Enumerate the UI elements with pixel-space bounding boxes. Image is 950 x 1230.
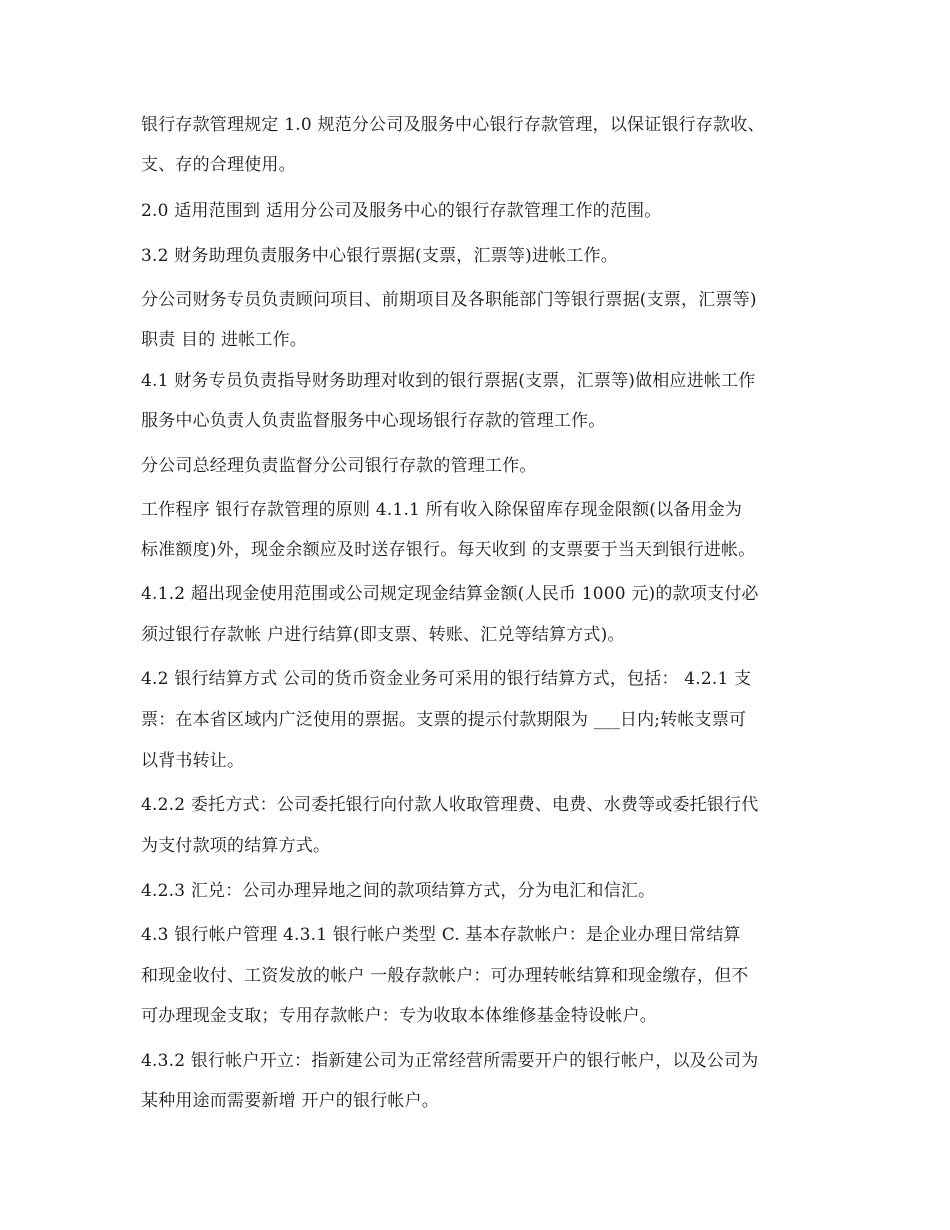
text-line: 4.3.2 银行帐户开立：指新建公司为正常经营所需要开户的银行帐户，以及公司为	[141, 1051, 759, 1071]
text-line: 以背书转让。	[141, 751, 245, 771]
text-line: 标准额度)外，现金余额应及时送存银行。每天收到 的支票要于当天到银行进帐。	[141, 540, 756, 560]
text-line: 可办理现金支取；专用存款帐户：专为收取本体维修基金特设帐户。	[141, 1006, 657, 1026]
text-line: 某种用途而需要新增 开户的银行帐户。	[141, 1091, 440, 1111]
text-line: 4.2 银行结算方式 公司的货币资金业务可采用的银行结算方式，包括： 4.2.1 支	[141, 669, 752, 689]
text-line: 支、存的合理使用。	[141, 155, 296, 175]
text-line: 须过银行存款帐 户进行结算(即支票、转账、汇兑等结算方式)。	[141, 625, 625, 645]
text-line: 为支付款项的结算方式。	[141, 836, 331, 856]
text-line: 分公司总经理负责监督分公司银行存款的管理工作。	[141, 456, 537, 476]
text-line: 工作程序 银行存款管理的原则 4.1.1 所有收入除保留库存现金限额(以备用金为	[141, 500, 743, 520]
text-line: 和现金收付、工资发放的帐户 一般存款帐户：可办理转帐结算和现金缴存，但不	[141, 966, 749, 986]
text-line: 4.1 财务专员负责指导财务助理对收到的银行票据(支票，汇票等)做相应进帐工作	[141, 371, 756, 391]
text-line: 4.2.3 汇兑：公司办理异地之间的款项结算方式，分为电汇和信汇。	[141, 881, 656, 901]
text-line: 服务中心负责人负责监督服务中心现场银行存款的管理工作。	[141, 411, 606, 431]
text-line: 分公司财务专员负责顾问项目、前期项目及各职能部门等银行票据(支票，汇票等)	[141, 290, 757, 310]
text-line: 4.2.2 委托方式：公司委托银行向付款人收取管理费、电费、水费等或委托银行代	[141, 795, 759, 815]
text-line: 票：在本省区域内广泛使用的票据。支票的提示付款期限为 ___日内;转帐支票可	[141, 710, 747, 730]
text-line: 4.1.2 超出现金使用范围或公司规定现金结算金额(人民币 1000 元)的款项支付必	[141, 584, 759, 604]
text-line: 2.0 适用范围到 适用分公司及服务中心的银行存款管理工作的范围。	[141, 201, 662, 221]
text-line: 银行存款管理规定 1.0 规范分公司及服务中心银行存款管理，以保证银行存款收、	[141, 115, 765, 135]
text-line: 4.3 银行帐户管理 4.3.1 银行帐户类型 C. 基本存款帐户：是企业办理日常结算	[141, 925, 741, 945]
text-line: 职责 目的 进帐工作。	[141, 330, 308, 350]
text-line: 3.2 财务助理负责服务中心银行票据(支票，汇票等)进帐工作。	[141, 246, 618, 266]
